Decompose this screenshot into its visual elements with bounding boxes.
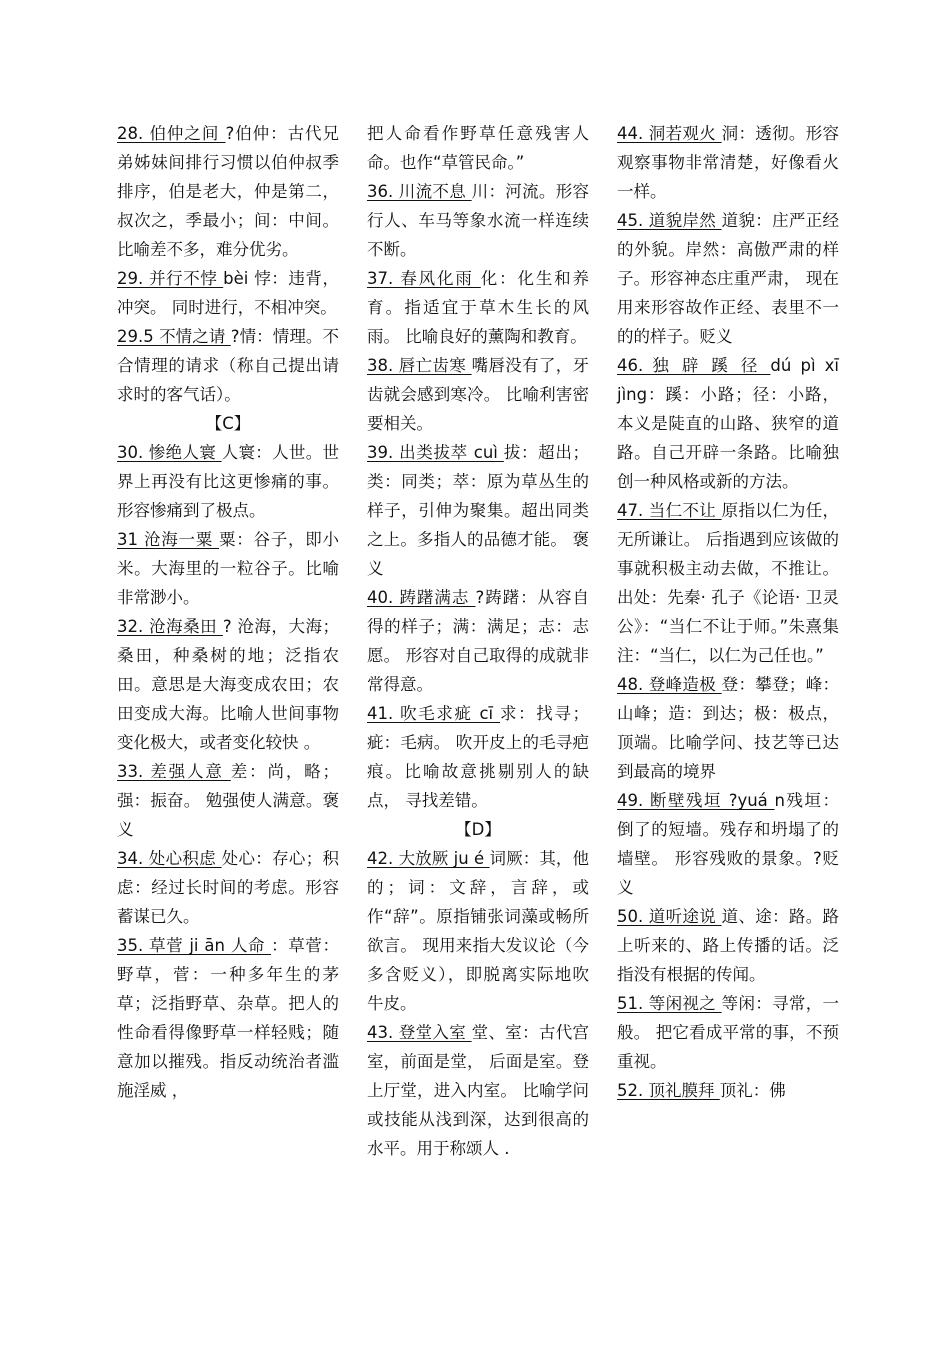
column-3 [617, 119, 839, 1105]
idiom-entry [367, 177, 589, 264]
idiom-entry [617, 989, 839, 1076]
idiom-definition: 道、途：路。路上听来的、路上传播的话。泛指没有根据的传闻。 [617, 907, 840, 984]
idiom-term: 47. 当仁不让 [617, 501, 722, 520]
idiom-term: 50. 道听途说 [617, 907, 722, 926]
idiom-entry [117, 322, 339, 409]
idiom-term: 36. 川流不息 [367, 182, 472, 201]
idiom-entry [617, 902, 839, 989]
idiom-entry [117, 525, 339, 612]
idiom-entry [367, 1018, 589, 1163]
idiom-entry [117, 438, 339, 525]
idiom-definition: 川：河流。形容行人、车马等象水流一样连续不断。 [367, 182, 590, 259]
section-heading: 【C】 [205, 414, 251, 433]
idiom-term: 51. 等闲视之 [617, 994, 722, 1013]
idiom-entry [617, 119, 839, 206]
idiom-entry [367, 119, 589, 177]
idiom-entry [617, 351, 839, 496]
idiom-definition: 把人命看作野草任意残害人命。也作“草管民命。” [367, 124, 589, 172]
idiom-definition: 处心：存心；积虑：经过长时间的考虑。形容蓄谋已久。 [117, 849, 340, 926]
idiom-term: 48. 登峰造极 [617, 675, 722, 694]
idiom-entry [367, 351, 589, 438]
idiom-entry [367, 264, 589, 351]
idiom-term: 46. 独 辟 蹊 径 [617, 356, 771, 375]
idiom-entry [117, 844, 339, 931]
idiom-definition: 拔：超出；类：同类；萃：原为草丛生的样子，引伸为聚集。超出同类之上。多指人的品德才能。 褒义 [367, 443, 590, 578]
section-heading: 【D】 [455, 820, 501, 839]
idiom-term: 45. 道貌岸然 [617, 211, 722, 230]
idiom-term: 40. 踌躇满志 [367, 588, 476, 607]
idiom-entry [367, 844, 589, 1018]
idiom-definition: 化：化生和养育。指适宜于草木生长的风雨。 比喻良好的薰陶和教育。 [367, 269, 590, 346]
idiom-definition: 顶礼：佛 [719, 1081, 786, 1100]
idiom-term: 37. 春风化雨 [367, 269, 481, 288]
idiom-term: 33. 差强人意 [117, 762, 231, 781]
idiom-entry [367, 699, 589, 815]
idiom-term: 29. 并行不悖 [117, 269, 224, 288]
idiom-term: 29.5 不情之请 [117, 327, 231, 346]
idiom-definition: 差：尚，略；强：振奋。 勉强使人满意。褒义 [117, 762, 340, 839]
idiom-definition: ?情：情理。不合情理的请求（称自己提出请求时的客气话）。 [117, 327, 339, 404]
idiom-term: 28. 伯仲之间 [117, 124, 226, 143]
idiom-definition: ?伯仲：古代兄弟姊妹间排行习惯以伯仲叔季排序，伯是老大，仲是第二，叔次之，季最小；间：中间。 比喻差不多，难分优劣。 [117, 124, 339, 259]
idiom-term: 41. 吹毛求疵 cī [367, 704, 500, 723]
idiom-term: 34. 处心积虑 [117, 849, 222, 868]
idiom-term: 49. 断壁残垣 ?yuá [617, 791, 775, 810]
idiom-term: 52. 顶礼膜拜 [617, 1081, 720, 1100]
idiom-entry [117, 264, 339, 322]
idiom-definition: 人寰：人世。世界上再没有比这更惨痛的事。 形容惨痛到了极点。 [117, 443, 340, 520]
idiom-definition: 求：找寻；疵：毛病。 吹开皮上的毛寻疤痕。比喻故意挑剔别人的缺点， 寻找差错。 [367, 704, 589, 810]
idiom-term: 30. 惨绝人寰 [117, 443, 222, 462]
idiom-entry [617, 786, 839, 902]
idiom-definition: 词厥：其，他的；词：文辞，言辞，或作“辞”。原指铺张词藻或畅所欲言。 现用来指大发议论（今多含贬义），即脱离实际地吹牛皮。 [367, 849, 589, 1013]
idiom-term: 44. 洞若观火 [617, 124, 722, 143]
idiom-entry [117, 119, 339, 264]
idiom-entry [617, 496, 839, 670]
idiom-definition: 堂、室：古代宫室，前面是堂， 后面是室。登上厅堂，进入内室。 比喻学问或技能从浅到深，达到很高的水平。用于称颂人 . [367, 1023, 590, 1158]
idiom-definition: 登：攀登；峰：山峰；造：到达；极：极点，顶端。比喻学问、技艺等已达到最高的境界 [617, 675, 840, 781]
idiom-definition: 原指以仁为任，无所谦让。 后指遇到应该做的事就积极主动去做，不推让。出处：先秦· 孔子《论语· 卫灵公》：“当仁不让于师。”朱熹集注：“当仁，以仁为己任也。” [617, 501, 840, 665]
idiom-entry [367, 438, 589, 583]
idiom-entry [367, 583, 589, 699]
idiom-definition: ? 沧海，大海；桑田，种桑树的地；泛指农田。意思是大海变成农田；农田变成大海。比喻人世间事物变化极大，或者变化较快 。 [117, 617, 339, 752]
idiom-definition: 嘴唇没有了，牙齿就会感到寒冷。 比喻利害密要相关。 [367, 356, 590, 433]
idiom-entry [117, 931, 339, 1105]
idiom-term: 31 沧海一粟 [117, 530, 219, 549]
idiom-definition: n残垣：倒了的短墙。残存和坍塌了的墙壁。 形容残败的景象。?贬义 [617, 791, 839, 897]
idiom-term: 39. 出类拔萃 cuì [367, 443, 504, 462]
idiom-definition: ：草菅：野草，菅：一种多年生的茅草；泛指野草、杂草。把人的性命看得像野草一样轻贱；随意加以摧残。指反动统治者滥施淫威 ， [117, 936, 340, 1100]
idiom-entry [117, 612, 339, 757]
idiom-term: 32. 沧海桑田 [117, 617, 223, 636]
idiom-term: 35. 草菅 ji ān 人命 [117, 936, 272, 955]
idiom-term: 42. 大放厥 ju é [367, 849, 490, 868]
idiom-entry [617, 206, 839, 351]
column-1 [117, 119, 339, 1105]
idiom-definition: bèi 悖：违背，冲突。 同时进行，不相冲突。 [117, 269, 339, 317]
idiom-definition: 洞：透彻。形容观察事物非常清楚，好像看火一样。 [617, 124, 840, 201]
idiom-term: 38. 唇亡齿寒 [367, 356, 472, 375]
idiom-entry [117, 757, 339, 844]
column-2 [367, 119, 589, 1163]
idiom-definition: ?踌躇：从容自得的样子；满：满足；志：志愿。 形容对自己取得的成就非常得意。 [367, 588, 589, 694]
idiom-entry [617, 670, 839, 786]
idiom-definition: 道貌：庄严正经的外貌。岸然：高傲严肃的样子。形容神态庄重严肃， 现在用来形容故作正经、表里不一的的样子。贬义 [617, 211, 840, 346]
idiom-term: 43. 登堂入室 [367, 1023, 472, 1042]
idiom-definition: 粟：谷子，即小米。大海里的一粒谷子。比喻非常渺小。 [117, 530, 339, 607]
idiom-definition: dú pì xī jìng：蹊：小路；径：小路，本义是陡直的山路、狭窄的道路。自己开辟一条路。比喻独创一种风格或新的方法。 [617, 356, 839, 491]
idiom-definition: 等闲：寻常，一般。 把它看成平常的事，不预重视。 [617, 994, 840, 1071]
idiom-entry [617, 1076, 839, 1105]
